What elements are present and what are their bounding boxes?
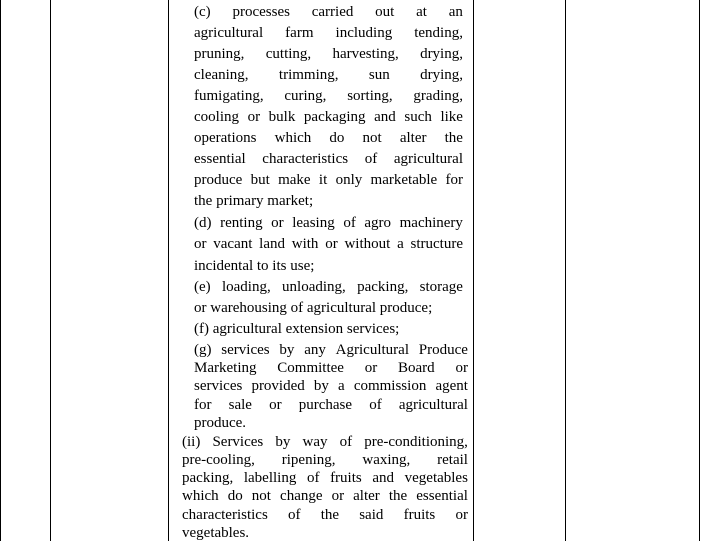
word: commission	[353, 378, 427, 394]
word: which	[182, 488, 219, 504]
word: (e)	[194, 279, 211, 295]
word: renting	[220, 215, 263, 231]
word: characteristics	[182, 507, 268, 523]
word: cooling	[194, 109, 239, 125]
word: and	[372, 470, 395, 486]
word: storage	[419, 279, 463, 295]
word: do	[227, 488, 243, 504]
clause-text-line: (f) agricultural extension services;	[194, 321, 400, 337]
word: any	[304, 342, 326, 358]
word: sun	[368, 67, 390, 83]
clause-text-line	[194, 235, 463, 253]
word: fumigating,	[194, 88, 264, 104]
word: of	[306, 470, 320, 486]
clause-text-line	[194, 66, 463, 84]
word: Services	[212, 434, 264, 450]
word: of	[364, 151, 378, 167]
word: including	[335, 25, 393, 41]
word: agricultural	[194, 25, 264, 41]
word: way	[302, 434, 328, 450]
word: Produce	[418, 342, 468, 358]
word: cutting,	[265, 46, 312, 62]
word: (c)	[194, 4, 211, 20]
word: without	[344, 236, 391, 252]
word: bulk	[268, 109, 296, 125]
word: of	[339, 434, 353, 450]
word: essential	[416, 488, 468, 504]
word: out	[375, 4, 395, 20]
table-border-col4	[565, 0, 566, 541]
clause-text-line	[194, 396, 468, 414]
word: (g)	[194, 342, 212, 358]
word: vegetables	[404, 470, 468, 486]
word: leasing	[292, 215, 335, 231]
word: or	[455, 360, 468, 376]
table-border-right	[699, 0, 700, 541]
word: change	[280, 488, 323, 504]
clause-text-line	[194, 45, 463, 63]
word: cleaning,	[194, 67, 249, 83]
word: purchase	[298, 397, 353, 413]
table-cell-description	[168, 0, 473, 541]
word: by	[279, 342, 295, 358]
word: but	[250, 172, 270, 188]
clause-text-line	[194, 3, 463, 21]
word: ripening,	[281, 452, 336, 468]
word: the	[444, 130, 463, 146]
word: machinery	[399, 215, 463, 231]
word: only	[335, 172, 363, 188]
word: with	[291, 236, 319, 252]
word: or	[331, 488, 345, 504]
word: or	[364, 360, 378, 376]
clause-text-line: produce.	[194, 415, 247, 431]
word: of	[343, 215, 356, 231]
word: the	[388, 488, 408, 504]
word: drying,	[420, 67, 463, 83]
word: such	[404, 109, 432, 125]
word: the	[320, 507, 340, 523]
word: land	[259, 236, 285, 252]
word: of	[287, 507, 301, 523]
word: agricultural	[393, 151, 463, 167]
word: processes	[232, 4, 290, 20]
word: labelling	[243, 470, 297, 486]
word: structure	[410, 236, 463, 252]
word: agricultural	[398, 397, 468, 413]
word: fruits	[330, 470, 362, 486]
table-border-col3	[473, 0, 474, 541]
word: packing,	[357, 279, 409, 295]
word: Agricultural	[335, 342, 409, 358]
word: or	[271, 215, 284, 231]
clause-text-line	[194, 150, 463, 168]
word: tending,	[414, 25, 463, 41]
word: or	[247, 109, 261, 125]
table-border-col1	[50, 0, 51, 541]
clause-text-line	[194, 24, 463, 42]
word: trimming,	[278, 67, 339, 83]
clause-text-line	[182, 506, 468, 524]
word: unloading,	[282, 279, 346, 295]
word: Board	[398, 360, 435, 376]
word: by	[313, 378, 329, 394]
word: provided	[251, 378, 305, 394]
clause-text-line	[194, 341, 468, 359]
word: or	[455, 507, 468, 523]
word: it	[318, 172, 328, 188]
word: or	[325, 236, 338, 252]
word: sorting,	[347, 88, 393, 104]
word: produce	[194, 172, 243, 188]
word: fruits	[403, 507, 436, 523]
clause-text-line	[194, 359, 468, 377]
word: farm	[285, 25, 314, 41]
word: grading,	[413, 88, 463, 104]
word: which	[274, 130, 312, 146]
clause-text-line	[194, 87, 463, 105]
word: services	[194, 378, 243, 394]
clause-text-line	[182, 451, 468, 469]
word: services	[221, 342, 270, 358]
word: make	[278, 172, 311, 188]
clause-text-line: the primary market;	[194, 193, 314, 209]
clause-text-line	[194, 108, 463, 126]
word: loading,	[221, 279, 271, 295]
word: (ii)	[182, 434, 201, 450]
table-border-left	[0, 0, 1, 541]
word: or	[269, 397, 282, 413]
clause-text-line	[182, 433, 468, 451]
clause-text-line	[194, 129, 463, 147]
word: not	[362, 130, 382, 146]
clause-text-line	[194, 377, 468, 395]
word: pre-cooling,	[182, 452, 255, 468]
word: do	[329, 130, 345, 146]
word: carried	[311, 4, 354, 20]
word: characteristics	[262, 151, 349, 167]
clause-text-line: incidental to its use;	[194, 258, 315, 274]
word: drying,	[420, 46, 463, 62]
word: a	[397, 236, 404, 252]
word: said	[359, 507, 384, 523]
word: (d)	[194, 215, 212, 231]
clause-text-line	[194, 214, 463, 232]
clause-text-line	[182, 487, 468, 505]
word: Marketing	[194, 360, 257, 376]
word: pruning,	[194, 46, 245, 62]
word: agent	[435, 378, 468, 394]
clause-text-line: vegetables.	[182, 525, 250, 541]
word: alter	[399, 130, 427, 146]
word: an	[448, 4, 463, 20]
word: marketable	[370, 172, 438, 188]
word: of	[369, 397, 382, 413]
clause-text-line	[194, 171, 463, 189]
word: sale	[228, 397, 252, 413]
word: a	[338, 378, 345, 394]
word: packing,	[182, 470, 234, 486]
word: waxing,	[362, 452, 411, 468]
word: not	[251, 488, 271, 504]
word: operations	[194, 130, 257, 146]
word: like	[440, 109, 463, 125]
clause-text-line	[194, 278, 463, 296]
word: pre-conditioning,	[364, 434, 468, 450]
word: at	[416, 4, 427, 20]
word: agro	[364, 215, 392, 231]
word: and	[374, 109, 396, 125]
word: harvesting,	[332, 46, 399, 62]
word: or	[194, 236, 207, 252]
word: Committee	[277, 360, 344, 376]
word: for	[445, 172, 463, 188]
word: by	[275, 434, 291, 450]
word: for	[194, 397, 212, 413]
word: packaging	[303, 109, 366, 125]
word: curing,	[284, 88, 327, 104]
word: vacant	[213, 236, 253, 252]
word: essential	[194, 151, 246, 167]
clause-text-line: or warehousing of agricultural produce;	[194, 300, 433, 316]
word: alter	[353, 488, 380, 504]
clause-text-line	[182, 469, 468, 487]
word: retail	[437, 452, 468, 468]
